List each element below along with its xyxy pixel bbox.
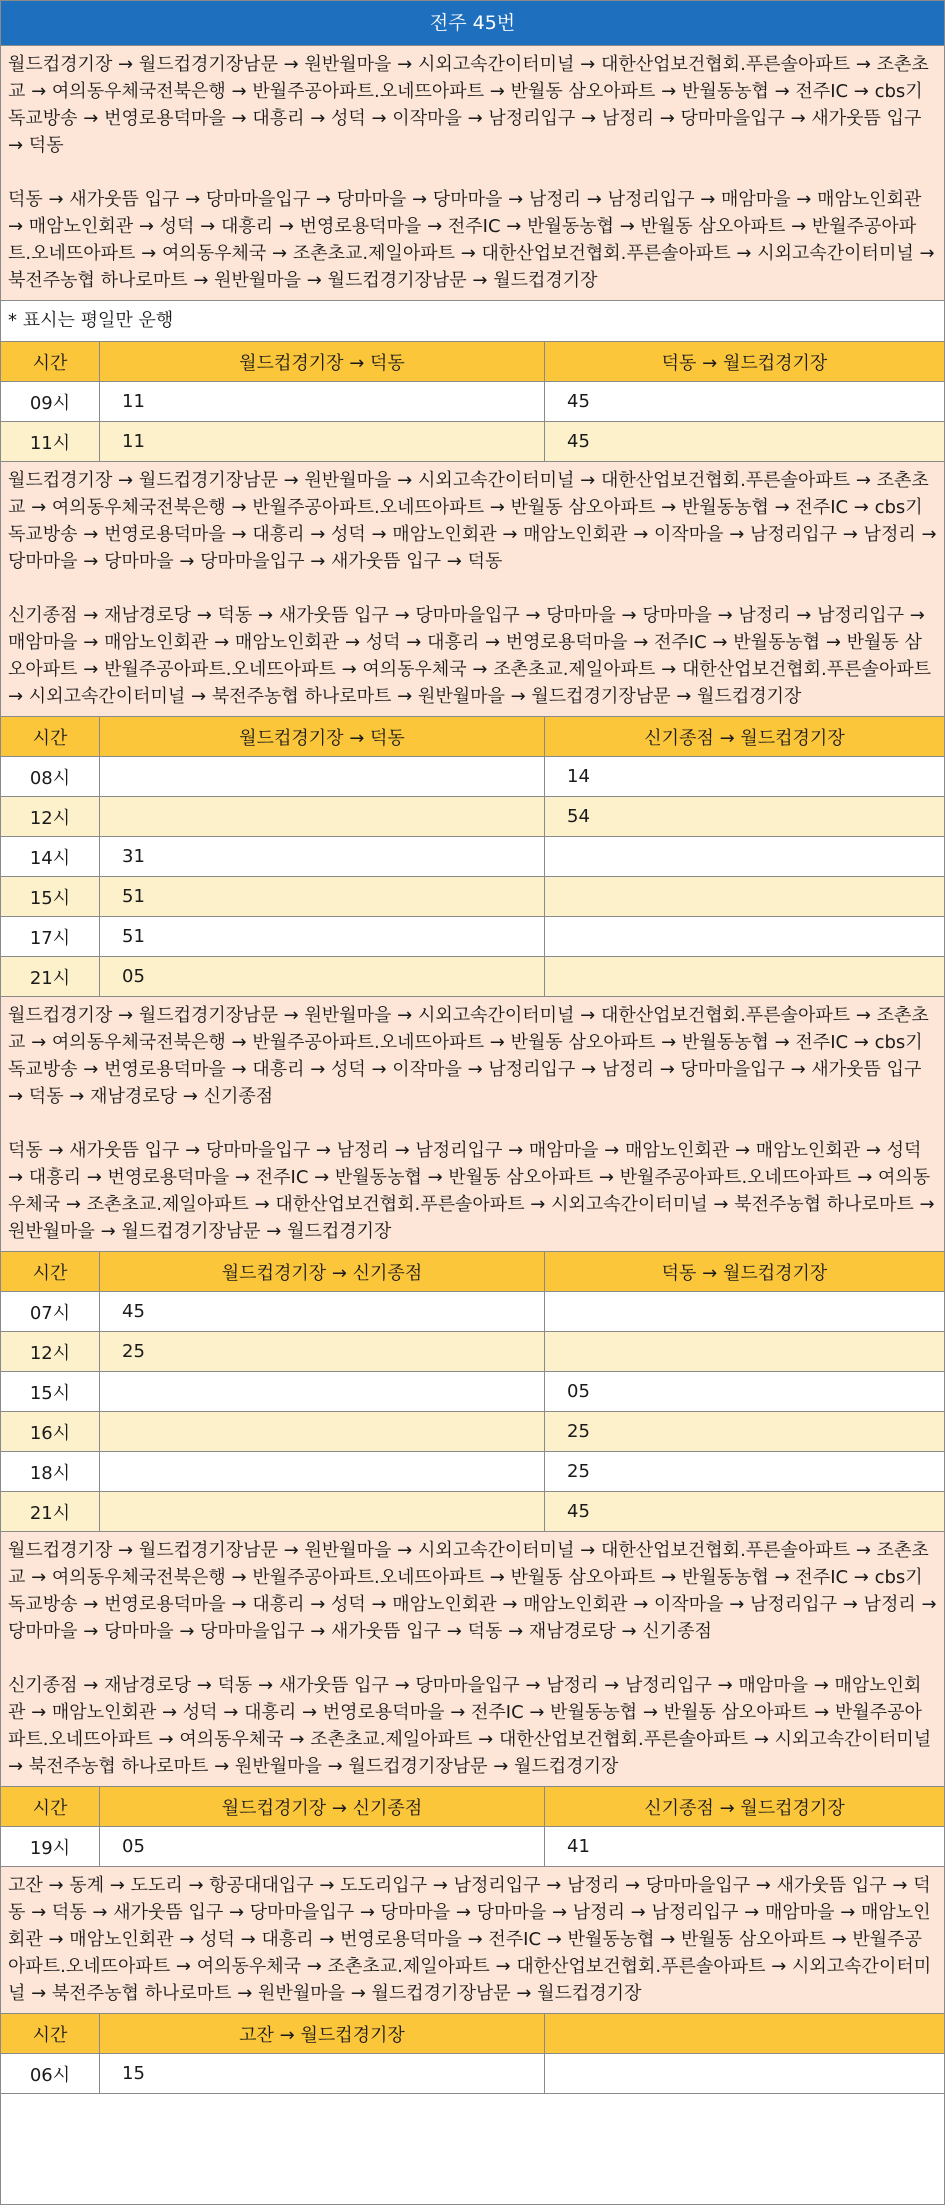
- table-row: [1, 382, 944, 422]
- route-description: [1, 1532, 944, 1787]
- route-description: [1, 46, 944, 301]
- column-header-direction-1: 월드컵경기장 → 신기종점: [100, 1252, 545, 1292]
- minute-cell: 45: [545, 422, 945, 462]
- minute-cell: 25: [545, 1412, 945, 1452]
- minute-cell: [100, 1412, 545, 1452]
- table-row: [1, 1412, 944, 1452]
- time-cell: 18시: [1, 1452, 100, 1492]
- route-outbound: 월드컵경기장 → 월드컵경기장남문 → 원반월마을 → 시외고속간이터미널 → 대한산업보건협회.푸른솔아파트 → 조촌초교 → 여의동우체국전북은행 → 반월주공아파트.오네뜨아파트 → 반월동 삼오아파트 → 반월동농협 → 전주IC → cbs기독교방송 → 번영로용덕마을 → 대흥리 → 성덕 → 이작마을 → 남정리입구 → 남정리 → 당마마을입구 → 새가웃뜸 입구 → 덕동 → 재남경로당 → 신기종점: [8, 1005, 929, 1107]
- table-row: [1, 422, 944, 462]
- time-cell: 21시: [1, 1492, 100, 1532]
- minute-cell: 05: [100, 1827, 545, 1867]
- time-cell: 07시: [1, 1292, 100, 1332]
- route-combined: 고잔 → 동계 → 도도리 → 항공대대입구 → 도도리입구 → 남정리입구 → 남정리 → 당마마을입구 → 새가웃뜸 입구 → 덕동 → 덕동 → 새가웃뜸 입구 → 당마마을입구 → 당마마을 → 당마마을 → 남정리 → 남정리입구 → 매암마을 → 매암노인회관 → 매암노인회관 → 성덕 → 대흥리 → 번영로용덕마을 → 전주IC → 반월동농협 → 반월동 삼오아파트 → 반월주공아파트.오네뜨아파트 → 여의동우체국 → 조촌초교.제일아파트 → 대한산업보건협회.푸른솔아파트 → 시외고속간이터미널 → 북전주농협 하나로마트 → 원반월마을 → 월드컵경기장남문 → 월드컵경기장: [8, 1875, 932, 2004]
- minute-cell: 25: [545, 1452, 945, 1492]
- route-inbound: 신기종점 → 재남경로당 → 덕동 → 새가웃뜸 입구 → 당마마을입구 → 남정리 → 남정리입구 → 매암마을 → 매암노인회관 → 매암노인회관 → 성덕 → 대흥리 → 번영로용덕마을 → 전주IC → 반월동농협 → 반월동 삼오아파트 → 반월주공아파트.오네뜨아파트 → 여의동우체국 → 조촌초교.제일아파트 → 대한산업보건협회.푸른솔아파트 → 시외고속간이터미널 → 북전주농협 하나로마트 → 원반월마을 → 월드컵경기장남문 → 월드컵경기장: [8, 1675, 932, 1777]
- minute-cell: [100, 757, 545, 797]
- time-cell: 12시: [1, 797, 100, 837]
- time-cell: 14시: [1, 837, 100, 877]
- minute-cell: 11: [100, 382, 545, 422]
- minute-cell: 54: [545, 797, 945, 837]
- table-row: [1, 837, 944, 877]
- route-inbound: 덕동 → 새가웃뜸 입구 → 당마마을입구 → 당마마을 → 당마마을 → 남정리 → 남정리입구 → 매암마을 → 매암노인회관 → 매암노인회관 → 성덕 → 대흥리 → 번영로용덕마을 → 전주IC → 반월동농협 → 반월동 삼오아파트 → 반월주공아파트.오네뜨아파트 → 여의동우체국 → 조촌초교.제일아파트 → 대한산업보건협회.푸른솔아파트 → 시외고속간이터미널 → 북전주농협 하나로마트 → 원반월마을 → 월드컵경기장남문 → 월드컵경기장: [8, 189, 935, 291]
- time-cell: 12시: [1, 1332, 100, 1372]
- timetable: [1, 1787, 944, 1867]
- time-cell: 17시: [1, 917, 100, 957]
- column-header-time: 시간: [1, 342, 100, 382]
- minute-cell: 31: [100, 837, 545, 877]
- minute-cell: 51: [100, 917, 545, 957]
- weekday-note: * 표시는 평일만 운행: [1, 301, 944, 342]
- table-row: [1, 1292, 944, 1332]
- time-cell: 06시: [1, 2054, 100, 2094]
- minute-cell: [100, 1452, 545, 1492]
- minute-cell: 11: [100, 422, 545, 462]
- minute-cell: [100, 1492, 545, 1532]
- column-header-direction-1: 월드컵경기장 → 덕동: [100, 717, 545, 757]
- route-description: [1, 1867, 944, 2014]
- route-description: [1, 997, 944, 1252]
- minute-cell: 45: [100, 1292, 545, 1332]
- minute-cell: 41: [545, 1827, 945, 1867]
- minute-cell: [545, 837, 945, 877]
- minute-cell: 45: [545, 1492, 945, 1532]
- minute-cell: 45: [545, 382, 945, 422]
- route-outbound: 월드컵경기장 → 월드컵경기장남문 → 원반월마을 → 시외고속간이터미널 → 대한산업보건협회.푸른솔아파트 → 조촌초교 → 여의동우체국전북은행 → 반월주공아파트.오네뜨아파트 → 반월동 삼오아파트 → 반월동농협 → 전주IC → cbs기독교방송 → 번영로용덕마을 → 대흥리 → 성덕 → 이작마을 → 남정리입구 → 남정리 → 당마마을입구 → 새가웃뜸 입구 → 덕동: [8, 54, 929, 156]
- page-title: 전주 45번: [1, 1, 944, 46]
- minute-cell: 25: [100, 1332, 545, 1372]
- column-header-direction-2: 신기종점 → 월드컵경기장: [545, 717, 945, 757]
- minute-cell: 05: [100, 957, 545, 997]
- table-row: [1, 957, 944, 997]
- minute-cell: [100, 797, 545, 837]
- column-header-direction-2: 신기종점 → 월드컵경기장: [545, 1787, 945, 1827]
- column-header-direction-1: 월드컵경기장 → 신기종점: [100, 1787, 545, 1827]
- route-inbound: 신기종점 → 재남경로당 → 덕동 → 새가웃뜸 입구 → 당마마을입구 → 당마마을 → 당마마을 → 남정리 → 남정리입구 → 매암마을 → 매암노인회관 → 매암노인회관 → 성덕 → 대흥리 → 번영로용덕마을 → 전주IC → 반월동농협 → 반월동 삼오아파트 → 반월주공아파트.오네뜨아파트 → 여의동우체국 → 조촌초교.제일아파트 → 대한산업보건협회.푸른솔아파트 → 시외고속간이터미널 → 북전주농협 하나로마트 → 원반월마을 → 월드컵경기장남문 → 월드컵경기장: [8, 605, 932, 707]
- minute-cell: [100, 1372, 545, 1412]
- minute-cell: [545, 1292, 945, 1332]
- time-cell: 16시: [1, 1412, 100, 1452]
- table-row: [1, 1332, 944, 1372]
- table-row: [1, 917, 944, 957]
- timetable: [1, 342, 944, 462]
- minute-cell: 05: [545, 1372, 945, 1412]
- column-header-time: 시간: [1, 717, 100, 757]
- route-description: [1, 462, 944, 717]
- route-inbound: 덕동 → 새가웃뜸 입구 → 당마마을입구 → 남정리 → 남정리입구 → 매암마을 → 매암노인회관 → 매암노인회관 → 성덕 → 대흥리 → 번영로용덕마을 → 전주IC → 반월동농협 → 반월동 삼오아파트 → 반월주공아파트.오네뜨아파트 → 여의동우체국 → 조촌초교.제일아파트 → 대한산업보건협회.푸른솔아파트 → 시외고속간이터미널 → 북전주농협 하나로마트 → 원반월마을 → 월드컵경기장남문 → 월드컵경기장: [8, 1140, 935, 1242]
- table-row: [1, 877, 944, 917]
- time-cell: 08시: [1, 757, 100, 797]
- minute-cell: [545, 877, 945, 917]
- column-header-time: 시간: [1, 1252, 100, 1292]
- route-outbound: 월드컵경기장 → 월드컵경기장남문 → 원반월마을 → 시외고속간이터미널 → 대한산업보건협회.푸른솔아파트 → 조촌초교 → 여의동우체국전북은행 → 반월주공아파트.오네뜨아파트 → 반월동 삼오아파트 → 반월동농협 → 전주IC → cbs기독교방송 → 번영로용덕마을 → 대흥리 → 성덕 → 매암노인회관 → 매암노인회관 → 이작마을 → 남정리입구 → 남정리 → 당마마을 → 당마마을 → 당마마을입구 → 새가웃뜸 입구 → 덕동 → 재남경로당 → 신기종점: [8, 1540, 937, 1642]
- minute-cell: [545, 1332, 945, 1372]
- column-header-direction-2: [545, 2014, 945, 2054]
- time-cell: 19시: [1, 1827, 100, 1867]
- column-header-direction-2: 덕동 → 월드컵경기장: [545, 1252, 945, 1292]
- minute-cell: [545, 2054, 945, 2094]
- timetable: [1, 717, 944, 997]
- table-row: [1, 797, 944, 837]
- minute-cell: 14: [545, 757, 945, 797]
- table-row: [1, 1492, 944, 1532]
- table-row: [1, 2054, 944, 2094]
- time-cell: 21시: [1, 957, 100, 997]
- minute-cell: [545, 917, 945, 957]
- time-cell: 15시: [1, 877, 100, 917]
- column-header-time: 시간: [1, 2014, 100, 2054]
- minute-cell: 51: [100, 877, 545, 917]
- table-row: [1, 1827, 944, 1867]
- timetable: [1, 2014, 944, 2094]
- time-cell: 11시: [1, 422, 100, 462]
- table-row: [1, 757, 944, 797]
- timetable: [1, 1252, 944, 1532]
- minute-cell: [545, 957, 945, 997]
- column-header-direction-1: 월드컵경기장 → 덕동: [100, 342, 545, 382]
- minute-cell: 15: [100, 2054, 545, 2094]
- time-cell: 09시: [1, 382, 100, 422]
- time-cell: 15시: [1, 1372, 100, 1412]
- table-row: [1, 1452, 944, 1492]
- column-header-direction-2: 덕동 → 월드컵경기장: [545, 342, 945, 382]
- route-outbound: 월드컵경기장 → 월드컵경기장남문 → 원반월마을 → 시외고속간이터미널 → 대한산업보건협회.푸른솔아파트 → 조촌초교 → 여의동우체국전북은행 → 반월주공아파트.오네뜨아파트 → 반월동 삼오아파트 → 반월동농협 → 전주IC → cbs기독교방송 → 번영로용덕마을 → 대흥리 → 성덕 → 매암노인회관 → 매암노인회관 → 이작마을 → 남정리입구 → 남정리 → 당마마을 → 당마마을 → 당마마을입구 → 새가웃뜸 입구 → 덕동: [8, 470, 937, 572]
- column-header-direction-1: 고잔 → 월드컵경기장: [100, 2014, 545, 2054]
- column-header-time: 시간: [1, 1787, 100, 1827]
- table-row: [1, 1372, 944, 1412]
